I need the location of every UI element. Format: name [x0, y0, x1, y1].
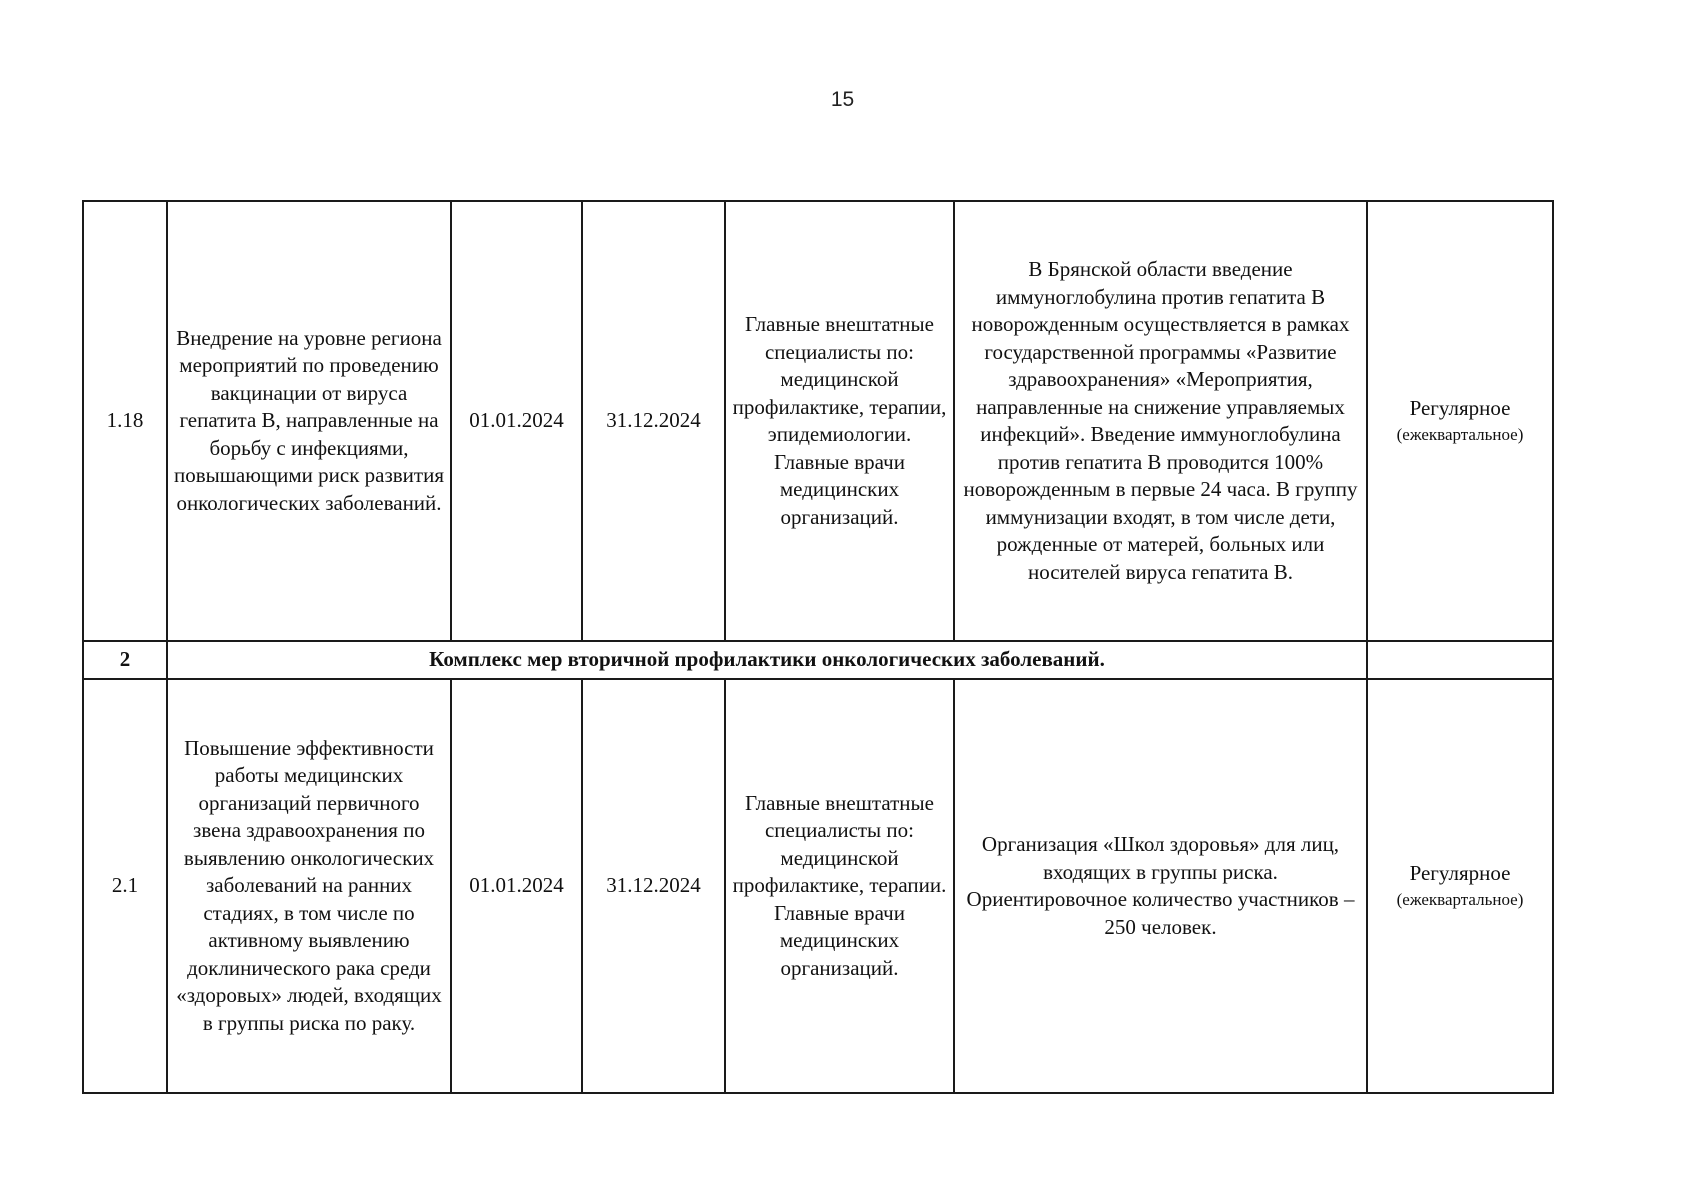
expected-result: Организация «Школ здоровья» для лиц, входящих в группы риска. Ориентировочное количество участников – 250 человек. — [954, 679, 1367, 1093]
section-empty-cell — [1367, 641, 1553, 679]
frequency-note: (ежеквартальное) — [1396, 889, 1524, 909]
expected-result: В Брянской области введение иммуноглобулина против гепатита В новорожденным осуществляется в рамках государственной программы «Развитие здравоохранения» «Мероприятия, направленные на снижение управляемых инфекций». Введение иммуноглобулина против гепатита В проводится 100% новорожденным в первые 24 часа. В группу иммунизации входят, в том числе дети, рожденные от матерей, больных или носителей вируса гепатита В. — [954, 201, 1367, 641]
activity-name: Повышение эффективности работы медицинских организаций первичного звена здравоохранения по выявлению онкологических заболеваний на ранних стадиях, в том числе по активному выявлению доклинического рака среди «здоровых» людей, входящих в группы риска по раку. — [167, 679, 451, 1093]
start-date: 01.01.2024 — [451, 201, 582, 641]
end-date: 31.12.2024 — [582, 679, 725, 1093]
activity-name: Внедрение на уровне региона мероприятий по проведению вакцинации от вируса гепатита В, направленные на борьбу с инфекциями, повышающими риск развития онкологических заболеваний. — [167, 201, 451, 641]
action-plan-table — [82, 200, 1554, 1094]
responsible-persons: Главные внештатные специалисты по: медицинской профилактике, терапии. Главные врачи медицинских организаций. — [725, 679, 954, 1093]
frequency-label: Регулярное — [1409, 396, 1511, 421]
frequency-note: (ежеквартальное) — [1396, 424, 1524, 444]
row-number: 1.18 — [83, 201, 167, 641]
frequency-label: Регулярное — [1409, 861, 1511, 886]
table-row-2-1 — [83, 679, 1553, 1093]
responsible-persons: Главные внештатные специалисты по: медицинской профилактике, терапии, эпидемиологии. Главные врачи медицинских организаций. — [725, 201, 954, 641]
section-number: 2 — [83, 641, 167, 679]
frequency-cell — [1367, 201, 1553, 641]
section-title: Комплекс мер вторичной профилактики онкологических заболеваний. — [167, 641, 1367, 679]
table-row-1-18 — [83, 201, 1553, 641]
start-date: 01.01.2024 — [451, 679, 582, 1093]
frequency-cell — [1367, 679, 1553, 1093]
row-number: 2.1 — [83, 679, 167, 1093]
end-date: 31.12.2024 — [582, 201, 725, 641]
section-row-2 — [83, 641, 1553, 679]
page-number: 15 — [830, 88, 855, 111]
